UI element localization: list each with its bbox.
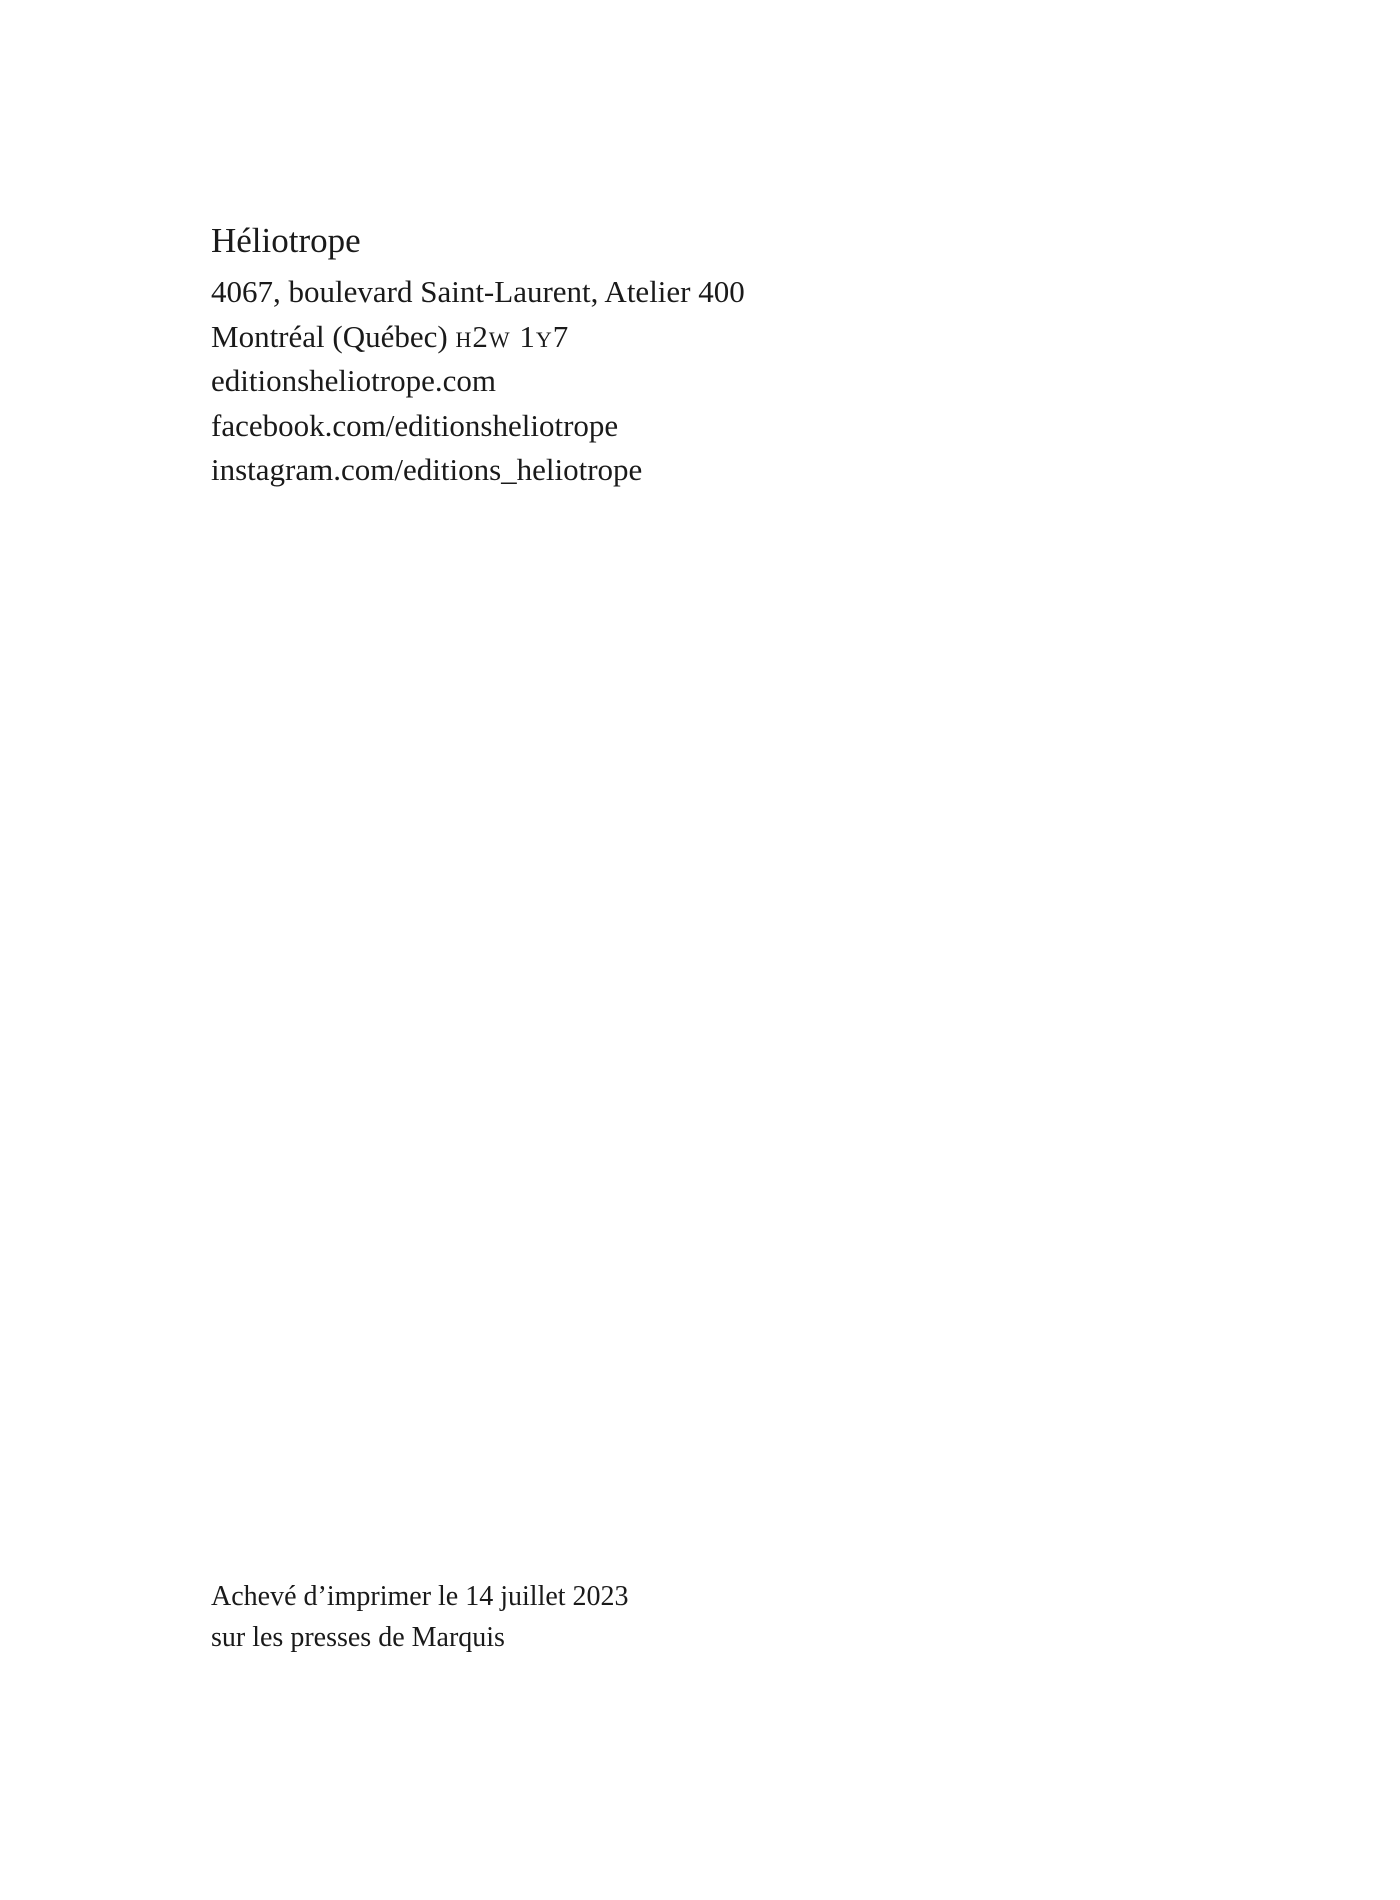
address-city: Montréal (Québec) [211, 318, 448, 354]
colophon-line-1: Achevé d’imprimer le 14 juillet 2023 [211, 1581, 629, 1612]
facebook-link[interactable]: facebook.com/editionsheliotrope [211, 407, 619, 443]
instagram-link[interactable]: instagram.com/editions_heliotrope [211, 452, 643, 487]
address-city-line [211, 315, 745, 360]
address-street: 4067, boulevard Saint-Laurent, Atelier 400 [211, 274, 745, 309]
publisher-info [211, 214, 745, 493]
colophon-line-2: sur les presses de Marquis [211, 1622, 505, 1653]
website-link[interactable]: editionsheliotrope.com [211, 363, 496, 398]
postal-code: h2w 1y7 [455, 318, 570, 354]
publisher-name: Héliotrope [211, 221, 361, 260]
printing-colophon [211, 1576, 629, 1658]
